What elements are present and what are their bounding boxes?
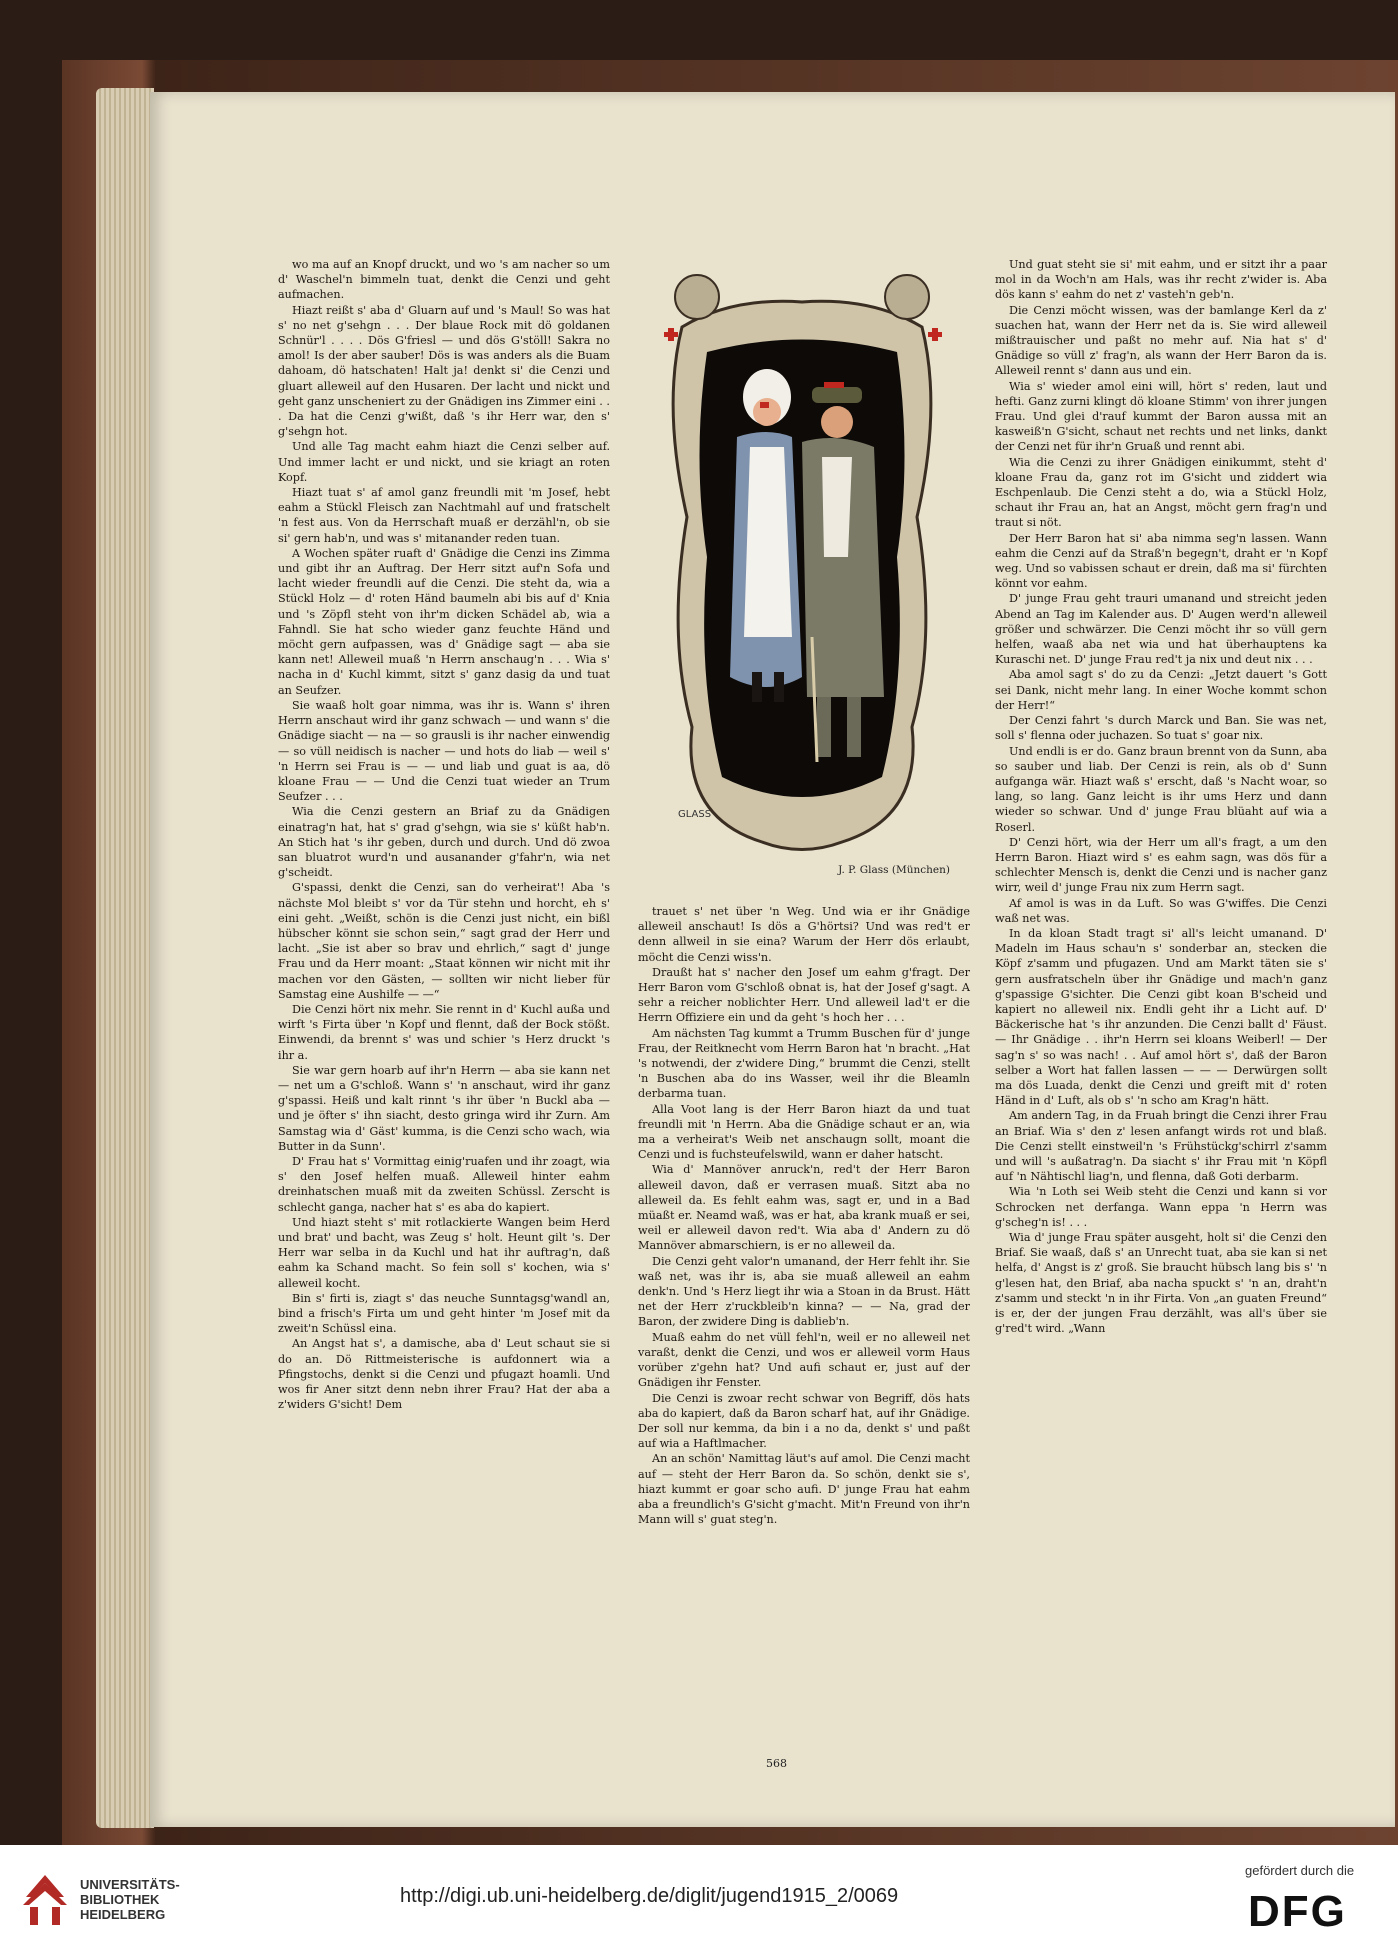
paragraph: Und guat steht sie si' mit eahm, und er sitzt ihr a paar mol in da Woch'n am Hals, was ihr recht z'wider is. Aba dös kann s' eahm do net z' vasteh'n geb'n. (995, 258, 1327, 302)
paragraph: Und hiazt steht s' mit rotlackierte Wangen beim Herd und brat' und bacht, was Zeug s' holt. Heunt gilt 's. Der Herr war selba in da Kuchl und hat ihr auftrag'n, daß eahm ka Schand macht. So fein soll s' kochen, wia s' alleweil kocht. (278, 1215, 610, 1290)
paragraph: Die Cenzi hört nix mehr. Sie rennt in d' Kuchl außa und wirft 's Firta über 'n Kopf und flennt, daß der Bock stößt. Einwendi, da brennt s' was und schier 's Herz druckt 's ihr a. (278, 1002, 610, 1062)
institution-line-1: UNIVERSITÄTS- (80, 1877, 180, 1892)
paragraph: Af amol is was in da Luft. So was G'wiffes. Die Cenzi waß net was. (995, 896, 1327, 925)
paragraph: A Wochen später ruaft d' Gnädige die Cenzi ins Zimma und gibt ihr an Auftrag. Der Herr sitzt auf'n Sofa und lacht wieder freundli auf die Cenzi. Die steht da, wia a Stückl Holz — d' roten Händ baumeln abi bis auf d' Knia und 's Zöpfl steht von ihr'm dicken Schädel ab, wia a Fahndl. Sie hat scho wieder ganz feuchte Händ und möcht gern aufpassen, was d' Gnädige sagt — aba sie kann net! Alleweil muaß 'n Herrn anschaug'n . . . Wia s' nacha in d' Kuchl kimmt, sitzt s' ganz dasig da und tuat an Seufzer. (278, 546, 610, 697)
artist-signature: GLASS (678, 809, 712, 820)
paragraph: Am nächsten Tag kummt a Trumm Buschen für d' junge Frau, der Reitknecht vom Herrn Baron hat 'n bracht. „Hat 's notwendi, der z'widere Ding,“ brummt die Cenzi, stellt 'n Buschen aba do ins Wasser, weil ihr die Bleamln derbarma tuan. (638, 1026, 970, 1101)
paragraph: Der Cenzi fahrt 's durch Marck und Ban. Sie was net, soll s' flenna oder juchazen. So tuat s' goar nix. (995, 714, 1327, 743)
paragraph: Sie war gern hoarb auf ihr'n Herrn — aba sie kann net — net um a G'schloß. Wann s' 'n anschaut, wird ihr ganz g'spassi. Heiß und kalt rinnt 's ihr über 'n Buckl aba — und je öfter s' ihn siacht, desto gringa wird ihr Zurn. Am Samstag wia d' Gäst' kumma, is die Cenzi scho wach, wia Butter in da Sunn'. (278, 1063, 610, 1153)
paragraph: Die Cenzi is zwoar recht schwar von Begriff, dös hats aba do kapiert, daß da Baron scharf hat, auf ihr Gnädige. Der soll nur kemma, da bin i a no da, denkt s' und paßt auf wia a Haftlmacher. (638, 1391, 970, 1451)
paragraph: Sie waaß holt goar nimma, was ihr is. Wann s' ihren Herrn anschaut wird ihr ganz schwach — und wann s' die Gnädige siacht — na — so grausli is ihr nacher einwendig — so vüll neidisch is nacher — und hots do liab — weil s' 'n Herrn sei Frau is — — und liab und guat is aa, dö kloane Frau — — Und die Cenzi tuat wieder an Trum Seufzer . . . (278, 698, 610, 804)
text-column-middle (638, 904, 970, 1527)
text-column-right (995, 257, 1327, 1336)
paragraph: An Angst hat s', a damische, aba d' Leut schaut sie si do an. Dö Rittmeisterische is aufdonnert wia a Pfingstochs, denkt si die Cenzi und pfugazt hoamli. Und wos fir Aner sitzt denn nebn ihrer Frau? Hat der aba a z'widers G'sicht! Dem (278, 1337, 610, 1412)
paragraph: Wia s' wieder amol eini will, hört s' reden, laut und hefti. Ganz zurni klingt dö kloane Stimm' von ihrer jungen Frau. Und glei d'rauf kummt der Baron aussa mit an kasweiß'n G'sicht, schaut net rechts und net links, dankt der Cenzi net für ihr'n Gruaß und rennt abi. (995, 379, 1327, 454)
paragraph: Hiazt reißt s' aba d' Gluarn auf und 's Maul! So was hat s' no net g'sehgn . . . Der blaue Rock mit dö goldanen Schnür'l . . . . Dös G'friesl — und dös G'stöll! Sakra no amol! Is der aber sauber! Dös is was anders als die Buam dahoam, dö hatschaten! Halt ja! denkt si' die Cenzi und gluart alleweil auf den Husaren. Der lacht und nickt und geht ganz unscheniert zu der Gnädigen ins Zimmer eini . . . Da hat die Cenzi g'wißt, daß 's ihr Herr war, den s' g'sehgn hot. (278, 303, 610, 439)
paragraph: Am andern Tag, in da Fruah bringt die Cenzi ihrer Frau an Briaf. Wia s' den z' lesen anfangt wirds rot und blaß. Die Cenzi stellt einstweil'n 's Frühstückg'schirrl z'samm und will 's außatrag'n. Da siacht s' ihr Frau mit 'n Köpfl auf 'n Nähtischl liag'n, und flenna, daß Goti derbarm. (995, 1109, 1327, 1184)
paragraph: D' Cenzi hört, wia der Herr um all's fragt, a um den Herrn Baron. Hiazt wird s' es eahm sagn, was dös für a schlechter Mensch is, denkt die Cenzi und is nacher ganz wirr, weil d' junge Frau nix zum Herrn sagt. (995, 835, 1327, 895)
paragraph: trauet s' net über 'n Weg. Und wia er ihr Gnädige alleweil anschaut! Is dös a G'hörtsi? Und was red't er denn allweil in sie eina? Warum der Herr dös erlaubt, möcht die Cenzi wiss'n. (638, 905, 970, 964)
paragraph: G'spassi, denkt die Cenzi, san do verheirat'! Aba 's nächste Mol bleibt s' vor da Tür stehn und horcht, eh s' eini geht. „Weißt, schön is die Cenzi just nicht, ein bißl hübscher könnt sie schon sein,“ sagt grad der Herr und lacht. „Sie ist aber so brav und ehrlich,“ sagt d' junge Frau und da Herr moant: „Staat können wir nicht mit ihr machen vor den Gästen, — sollten wir nicht lieber für Samstag eine Aushilfe — —“ (278, 881, 610, 1001)
paragraph: Wia d' junge Frau später ausgeht, holt si' die Cenzi den Briaf. Sie waaß, daß s' an Unrecht tuat, aba sie kan si net helfa, d' Angst is z' groß. Sie braucht hübsch lang bis s' 'n g'lesen hat, den Briaf, aba nacha spuckt s' 'n an, draht'n z'samm und steckt 'n in ihr Firta. Von „an guaten Freund“ is er, der der jungen Frau derzählt, was all's über sie g'red't wird. „Wann (995, 1231, 1327, 1336)
footer-bar (0, 1845, 1398, 1955)
university-logo-icon (18, 1867, 73, 1929)
paragraph: Aba amol sagt s' do zu da Cenzi: „Jetzt dauert 's Gott sei Dank, nicht mehr lang. In einer Woche kommt schon der Herr!“ (995, 668, 1327, 712)
paragraph: An an schön' Namittag läut's auf amol. Die Cenzi macht auf — steht der Herr Baron da. So schön, denkt sie s', hiazt kummt er goar scho aufi. D' junge Frau hat eahm aba a freundlich's G'sicht g'macht. Mit'n Freund von ihr'n Mann will s' guat steg'n. (638, 1452, 970, 1527)
illustration-caption: J. P. Glass (München) (838, 864, 950, 876)
page-edges (96, 88, 154, 1828)
paragraph: Wia 'n Loth sei Weib steht die Cenzi und kann si vor Schrocken net derfanga. Wann eppa 'n Herrn was g'scheg'n is! . . . (995, 1185, 1327, 1229)
paragraph: Der Herr Baron hat si' aba nimma seg'n lassen. Wann eahm die Cenzi auf da Straß'n begegn't, draht er 'n Kopf weg. Und so vabissen schaut er drein, daß ma si' fürchten könnt vor eahm. (995, 531, 1327, 591)
dfg-logo: DFG (1248, 1887, 1347, 1936)
paragraph: D' Frau hat s' Vormittag einig'ruafen und ihr zoagt, wia s' den Josef helfen muaß. Alleweil hinter eahm dreinhatschen muaß mit da zweiten Schüssl. Zerscht is schlecht ganga, nacher hat s' es aba do kapiert. (278, 1154, 610, 1214)
paragraph: Wia d' Mannöver anruck'n, red't der Herr Baron alleweil davon, daß er verrasen muaß. Sitzt aba no alleweil da. Es fehlt eahm was, sagt er, und in a Bad müaßt er. Neamd waß, was er hat, aba krank muaß er sei, weil er alleweil davon red't. Wia aba d' Andern zu dö Mannöver abmarschiern, is er no alleweil da. (638, 1163, 970, 1253)
paragraph: Die Cenzi möcht wissen, was der bamlange Kerl da z' suachen hat, wann der Herr net da is. Sie wird alleweil mißtrauischer und paßt no mehr auf. Nia hat s' d' Gnädige so vüll z' frag'n, als wann der Herr Baron da is. Alleweil rennt s' dann aus und ein. (995, 303, 1327, 378)
paragraph: wo ma auf an Knopf druckt, und wo 's am nacher so um d' Waschel'n bimmeln tuat, denkt die Cenzi und geht aufmachen. (278, 258, 610, 302)
paragraph: Bin s' firti is, ziagt s' das neuche Sunntagsg'wandl an, bind a frisch's Firta um und geht hinter 'm Josef mit da zweit'n Schüssl eina. (278, 1291, 610, 1336)
paragraph: Hiazt tuat s' af amol ganz freundli mit 'm Josef, hebt eahm a Stückl Fleisch zan Nachtmahl auf und fratschelt 'n fest aus. Von da Herrschaft muaß er derzähl'n, ob sie si' gern hab'n, und was s' mitanander reden tuan. (278, 486, 610, 545)
paragraph: Wia die Cenzi gestern an Briaf zu da Gnädigen einatrag'n hat, hat s' grad g'sehgn, wia sie s' küßt hab'n. An Stich hat 's ihr geben, durch und durch. Und dö zwoa san bluatrot wurd'n und ausanander g'fahr'n, wia net g'scheidt. (278, 805, 610, 880)
text-column-left (278, 257, 610, 1412)
paragraph: Wia die Cenzi zu ihrer Gnädigen einikummt, steht d' kloane Frau da, ganz rot im G'sicht und ziddert wia Eschpenlaub. Die Cenzi steht a do, wia a Stückl Holz, schaut ihr Frau an, hat an Angst, möcht gern frag'n und traut si nöt. (995, 455, 1327, 530)
paragraph: Draußt hat s' nacher den Josef um eahm g'fragt. Der Herr Baron vom G'schloß obnat is, hat der Josef g'sagt. A sehr a reicher noblichter Herr. Und alleweil lad't er die Herrn Offiziere ein und da geht 's hoch her . . . (638, 965, 970, 1025)
institution-line-3: HEIDELBERG (80, 1907, 166, 1922)
page-number: 568 (766, 1757, 787, 1770)
paragraph: Und endli is er do. Ganz braun brennt von da Sunn, aba so sauber und liab. Der Cenzi is rein, als ob d' Sunn aufganga wär. Hiazt waß s' erscht, daß 's Nacht woar, so lang, so lang. Ganz leicht is ihr ums Herz und dann wieder so schwar. Und d' junge Frau blüaht auf wia a Roserl. (995, 744, 1327, 834)
source-url-link[interactable]: http://digi.ub.uni-heidelberg.de/diglit/jugend1915_2/0069 (400, 1885, 899, 1907)
book-page (150, 92, 1395, 1827)
paragraph: Und alle Tag macht eahm hiazt die Cenzi selber auf. Und immer lacht er und nickt, und sie kriagt an roten Kopf. (278, 440, 610, 484)
sponsor-text: gefördert durch die (1245, 1863, 1355, 1878)
paragraph: Die Cenzi geht valor'n umanand, der Herr fehlt ihr. Sie waß net, was ihr is, aba sie muaß alleweil an eahm denk'n. Und 's Herz liegt ihr wia a Stoan in da Brust. Hätt net der Herr z'ruckbleib'n kinna? — — Na, grad der Baron, der zwidere Ding is dablieb'n. (638, 1254, 970, 1329)
paragraph: D' junge Frau geht trauri umanand und streicht jeden Abend an Tag im Kalender aus. D' Augen werd'n alleweil größer und schwärzer. Die Cenzi möcht ihr so vüll gern helfen, waaß aba net wia und hat überhauptens ka Kuraschi net. D' junge Frau red't ja nix und deut nix . . . (995, 592, 1327, 667)
paragraph: In da kloan Stadt tragt si' all's leicht umanand. D' Madeln im Haus schau'n s' sonderbar an, stecken die Köpf z'samm und pfugazen. Und am Markt täten sie s' gern ausfratscheln über ihr Gnädige und mach'n ganz g'spassige G'sichter. Die Cenzi gibt koan B'scheid und kapiert no alleweil nix. Endli geht ihr a Licht auf. D' Bäckerische hat 's ihr anzunden. Die Cenzi ballt d' Fäust. — Ihr Gnädige . . ihr'n Herrn sei kloans Weiberl! — Der sag'n s' so was nach! . . Auf amol hört s', daß der Baron selber a Wort hat fallen lassen — — — Derwürgen sollt ma dös Luada, denkt die Cenzi und greift mit d' roten Händ in d' Luft, als ob s' 'n scho am Krag'n hätt. (995, 926, 1327, 1108)
institution-line-2: BIBLIOTHEK (80, 1892, 160, 1907)
paragraph: Alla Voot lang is der Herr Baron hiazt da und tuat freundli mit 'n Herrn. Aba die Gnädige schaut er an, wia ma a verheirat's Weib net anschaugn sollt, moant die Cenzi und is fuchsteufelswild, wann er daher hatscht. (638, 1102, 970, 1162)
paragraph: Muaß eahm do net vüll fehl'n, weil er no alleweil net varaßt, denkt die Cenzi, und wos er alleweil vorm Haus vorüber z'gehn hat? Und aufi schaut er, just auf der Gnädigen ihr Fenster. (638, 1330, 970, 1390)
institution-name (80, 1877, 180, 1922)
illustration-nurse-and-soldier (652, 257, 952, 862)
